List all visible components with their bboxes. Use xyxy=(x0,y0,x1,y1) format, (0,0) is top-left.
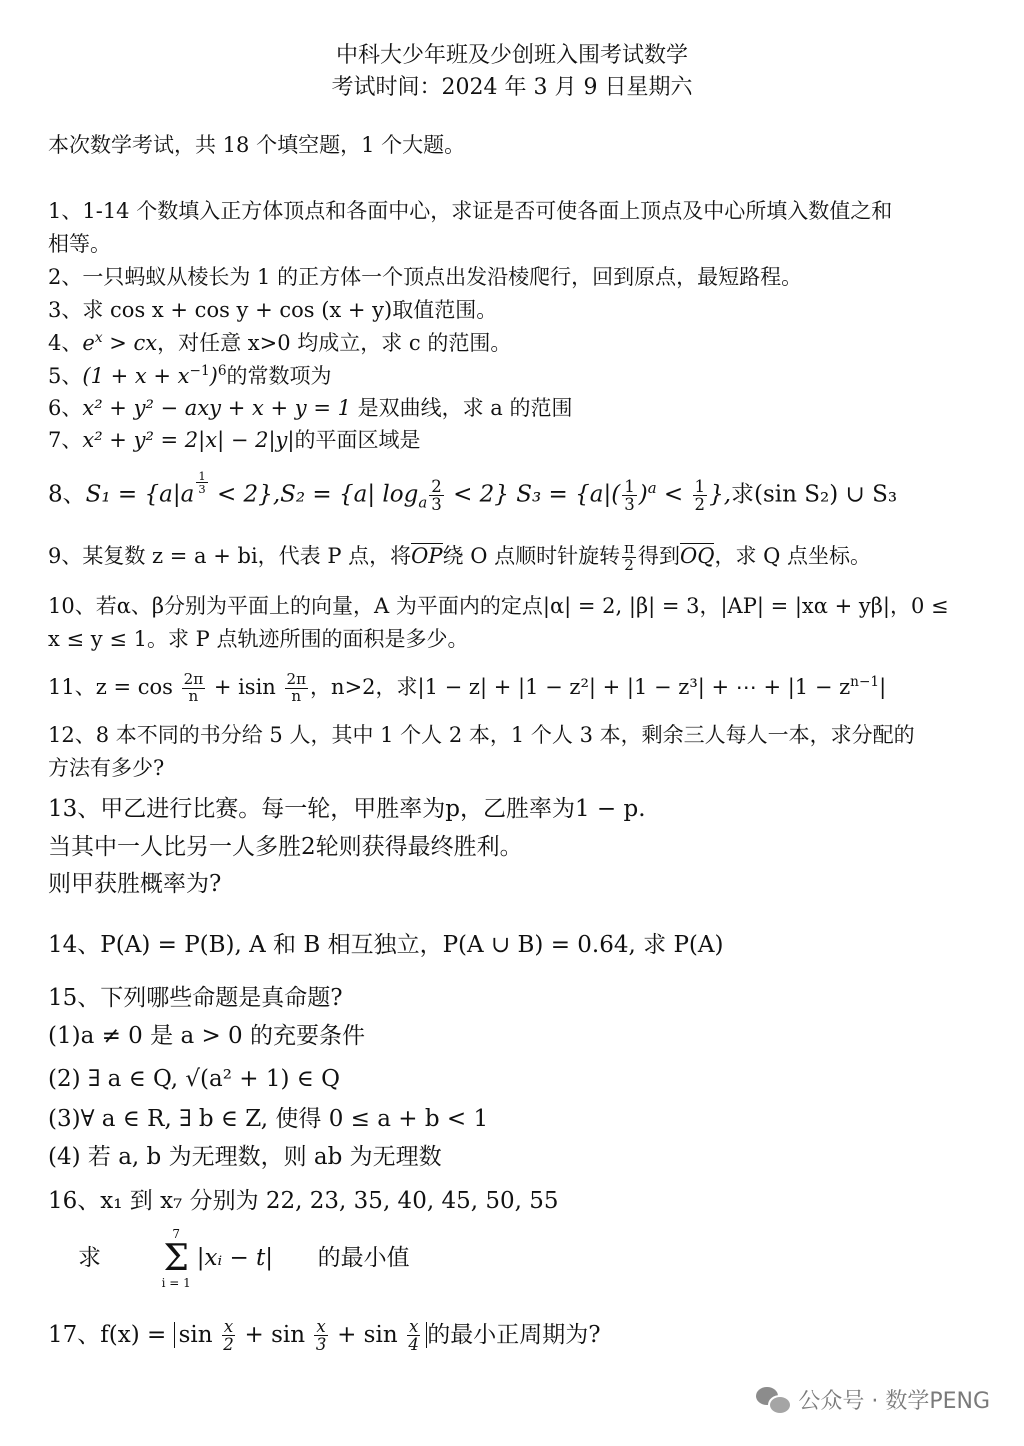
question-10-line-1: 10、若α、β分别为平面上的向量，A 为平面内的定点|α| = 2, |β| = 3，|AP| = |xα + yβ|，0 ≤ xyxy=(48,594,949,618)
q8-s1-exp xyxy=(196,470,207,495)
watermark-text: 公众号 · 数学PENG xyxy=(798,1389,990,1414)
question-15-title: 15、下列哪些命题是真命题? xyxy=(48,985,343,1011)
q9-text-3: 得到 xyxy=(638,543,681,568)
q6-math: x² + y² − axy + x + y = 1 xyxy=(82,396,351,420)
q11-frac-1-num: 2π xyxy=(183,670,204,688)
q17-frac-2 xyxy=(314,1318,327,1354)
question-9 xyxy=(48,541,871,574)
q8-s2-sub: a xyxy=(418,493,428,512)
q7-text: 的平面区域是 xyxy=(294,428,421,452)
q9-text-4: ，求 Q 点坐标。 xyxy=(714,543,872,568)
q5-math: (1 + x + x xyxy=(82,364,190,388)
question-2: 2、一只蚂蚁从棱长为 1 的正方体一个顶点出发沿棱爬行，回到原点，最短路程。 xyxy=(48,265,803,289)
q4-e: e xyxy=(82,331,95,355)
q4-exp: x xyxy=(94,330,103,346)
q8-s1-exp-num: 1 xyxy=(198,469,206,483)
q16-sum-symbol: Σ xyxy=(163,1238,189,1280)
q11-frac-2-den: n xyxy=(291,686,302,705)
question-15-item-2: (2) ∃ a ∈ Q, √(a² + 1) ∈ Q xyxy=(48,1066,340,1092)
q16-sum-body: |xᵢ − t| xyxy=(196,1245,274,1272)
q16-sigma xyxy=(162,1228,191,1290)
q8-s3-frac xyxy=(622,478,637,514)
q16-ask: 求 xyxy=(78,1245,101,1272)
q11-text-3: ，n>2，求|1 − z| + |1 − z²| + |1 − z³| + ⋯ + |1 − z xyxy=(310,674,851,699)
q9-vector-oq: OQ xyxy=(680,543,715,568)
q7-math: x² + y² = 2|x| − 2|y| xyxy=(82,428,295,452)
q8-s3-den-2: 2 xyxy=(694,495,706,515)
q5-exp: −1 xyxy=(189,363,210,379)
question-10-line-2: x ≤ y ≤ 1。求 P 点轨迹所围的面积是多少。 xyxy=(48,627,469,651)
q16-tail: 的最小值 xyxy=(317,1245,410,1272)
watermark xyxy=(756,1384,990,1415)
q8-s2-left: S₂ = {a| log xyxy=(280,481,419,508)
q8-s3-num-2: 1 xyxy=(694,476,706,496)
question-6 xyxy=(48,396,573,421)
question-13-line-2: 当其中一人比另一人多胜2轮则获得最终胜利。 xyxy=(48,834,523,860)
q8-s1-left: S₁ = {a|a xyxy=(85,481,195,508)
q8-s1-exp-den: 3 xyxy=(198,482,206,497)
q17-frac-2-den: 3 xyxy=(315,1335,327,1355)
q6-text: 是双曲线，求 a 的范围 xyxy=(350,396,573,420)
question-16-line-2 xyxy=(78,1228,410,1290)
q4-text: ，对任意 x>0 均成立，求 c 的范围。 xyxy=(157,331,512,355)
q11-text-2: + isin xyxy=(207,674,283,699)
q17-text-2: 的最小正周期为? xyxy=(427,1321,601,1348)
q17-frac-1-num: x xyxy=(223,1317,234,1336)
question-12-line-2: 方法有多少? xyxy=(48,756,165,780)
q17-frac-3 xyxy=(407,1318,420,1354)
q9-text-1: 9、某复数 z = a + bi，代表 P 点，将 xyxy=(48,543,412,568)
question-14: 14、P(A) = P(B), A 和 B 相互独立，P(A ∪ B) = 0.64, 求 P(A) xyxy=(48,932,724,958)
q8-s3-right: }, xyxy=(709,481,732,508)
q17-frac-2-num: x xyxy=(316,1317,326,1336)
question-15-item-1: (1)a ≠ 0 是 a > 0 的充要条件 xyxy=(48,1023,365,1049)
q8-s2-frac xyxy=(429,478,444,514)
q7-prefix: 7、 xyxy=(48,428,83,452)
q9-angle-den: 2 xyxy=(624,555,634,574)
q17-a2: + sin xyxy=(237,1321,313,1348)
q11-frac-1-den: n xyxy=(188,686,199,705)
q5-text: 的常数项为 xyxy=(226,364,332,388)
q8-s3-lt: < xyxy=(656,481,691,508)
q11-text-1: 11、z = cos xyxy=(48,674,180,699)
q9-text-2: 绕 O 点顺时针旋转 xyxy=(442,543,621,568)
q4-math: > cx xyxy=(102,331,158,355)
q8-s3-den: 3 xyxy=(624,495,635,515)
q17-frac-1 xyxy=(222,1318,235,1354)
q4-prefix: 4、 xyxy=(48,331,83,355)
question-13-line-1: 13、甲乙进行比赛。每一轮，甲胜率为p，乙胜率为1 − p. xyxy=(48,796,646,822)
q11-exp: n−1 xyxy=(850,673,880,690)
q8-s2-right: < 2} xyxy=(445,481,509,508)
q8-s2-num: 2 xyxy=(431,476,442,496)
q5-math-2: ) xyxy=(209,364,218,388)
question-13-line-3: 则甲获胜概率为? xyxy=(48,871,222,897)
q11-text-4: | xyxy=(879,674,887,699)
q17-frac-3-den: 4 xyxy=(408,1335,419,1355)
question-1-line-2: 相等。 xyxy=(48,232,111,256)
q5-prefix: 5、 xyxy=(48,364,83,388)
question-5 xyxy=(48,363,332,389)
q8-s2-den: 3 xyxy=(431,495,442,515)
question-17 xyxy=(48,1318,601,1354)
q8-s3-frac-2 xyxy=(693,478,708,514)
q17-a3: + sin xyxy=(329,1321,405,1348)
q17-a1: sin xyxy=(178,1321,220,1348)
q6-prefix: 6、 xyxy=(48,396,83,420)
q11-frac-1 xyxy=(182,672,206,705)
question-16-line-1: 16、x₁ 到 x₇ 分别为 22, 23, 35, 40, 45, 50, 55 xyxy=(48,1188,559,1214)
question-12-line-1: 12、8 本不同的书分给 5 人，其中 1 个人 2 本，1 个人 3 本，剩余三人每人一本，求分配的 xyxy=(48,723,915,747)
q8-s3-exp: a xyxy=(647,479,657,498)
q11-frac-2 xyxy=(285,672,309,705)
q5-exp-2: 6 xyxy=(217,363,227,379)
question-15-item-4: (4) 若 a, b 为无理数，则 ab 为无理数 xyxy=(48,1144,442,1170)
q8-prefix: 8、 xyxy=(48,481,86,508)
q17-text-1: 17、f(x) = xyxy=(48,1321,174,1348)
q8-s1-right: < 2}, xyxy=(209,481,281,508)
question-3: 3、求 cos x + cos y + cos (x + y)取值范围。 xyxy=(48,298,498,322)
question-11 xyxy=(48,672,886,705)
exam-time: 考试时间：2024 年 3 月 9 日星期六 xyxy=(331,75,693,100)
q17-abs xyxy=(174,1317,428,1355)
q11-frac-2-num: 2π xyxy=(286,670,307,688)
question-4 xyxy=(48,330,511,356)
q9-vector-op: OP xyxy=(411,543,443,568)
intro-text: 本次数学考试，共 18 个填空题，1 个大题。 xyxy=(48,133,466,157)
q17-frac-3-num: x xyxy=(408,1317,419,1336)
question-1-line-1: 1、1-14 个数填入正方体顶点和各面中心，求证是否可使各面上顶点及中心所填入数值之和 xyxy=(48,199,893,223)
question-7 xyxy=(48,428,421,453)
q8-s3-num: 1 xyxy=(624,476,635,496)
question-8 xyxy=(48,470,897,514)
exam-title: 中科大少年班及少创班入围考试数学 xyxy=(335,43,688,68)
wechat-icon xyxy=(756,1385,790,1415)
q9-angle xyxy=(622,541,636,574)
q8-s3-mid: ) xyxy=(638,481,648,508)
question-15-item-3: (3)∀ a ∈ R, ∃ b ∈ Z, 使得 0 ≤ a + b < 1 xyxy=(48,1106,489,1132)
q8-s3-left: S₃ = {a|( xyxy=(508,481,621,508)
q16-sum-upper: 7 xyxy=(172,1227,181,1241)
q17-frac-1-den: 2 xyxy=(223,1335,234,1355)
q16-sum-lower: i = 1 xyxy=(161,1276,191,1291)
q8-ask: 求(sin S₂) ∪ S₃ xyxy=(731,481,898,508)
q9-angle-num: π xyxy=(624,539,635,557)
